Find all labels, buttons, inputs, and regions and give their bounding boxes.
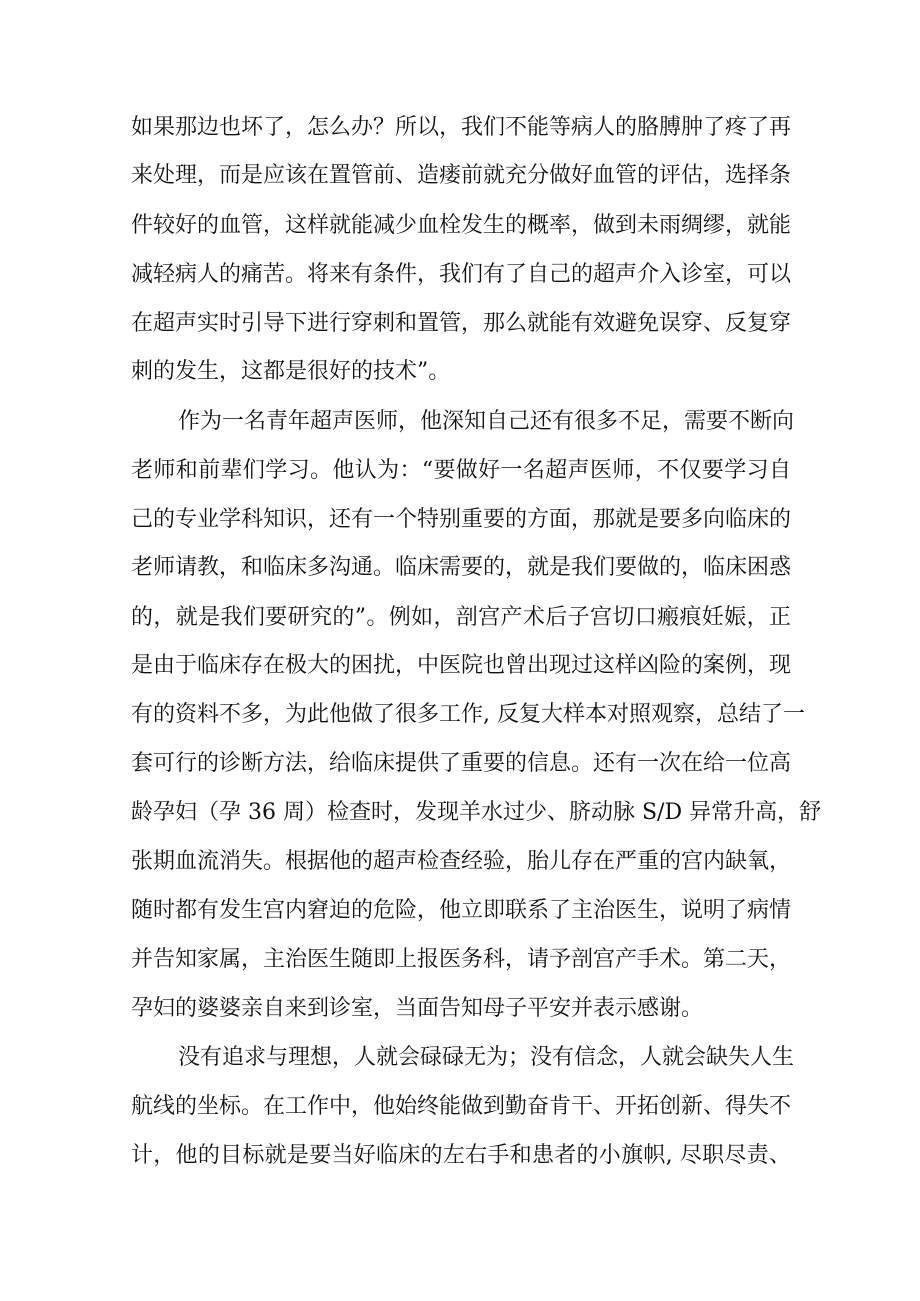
text-line: 减轻病人的痛苦。将来有条件，我们有了自己的超声介入诊室，可以 (131, 262, 792, 287)
paragraph-first-line: 作为一名青年超声医师，他深知自己还有很多不足，需要不断向 (178, 409, 795, 434)
text-line: 在超声实时引导下进行穿刺和置管，那么就能有效避免误穿、反复穿 (131, 311, 792, 336)
text-line: 老师请教，和临床多沟通。临床需要的，就是我们要做的，临床困惑 (131, 555, 792, 580)
text-line: 刺的发生，这都是很好的技术”。 (131, 359, 451, 384)
text-line: 件较好的血管，这样就能减少血栓发生的概率，做到未雨绸缪，就能 (131, 213, 792, 238)
text-line: 己的专业学科知识，还有一个特别重要的方面，那就是要多向临床的 (131, 507, 792, 532)
text-line: 航线的坐标。在工作中，他始终能做到勤奋肯干、开拓创新、得失不 (131, 1094, 792, 1119)
text-line: 有的资料不多，为此他做了很多工作, 反复大样本对照观察，总结了一 (131, 702, 805, 727)
text-line: 的，就是我们要研究的”。例如，剖宫产术后子宫切口瘢痕妊娠，正 (131, 605, 791, 630)
text-line: 套可行的诊断方法，给临床提供了重要的信息。还有一次在给一位高 (131, 751, 792, 776)
text-line: 老师和前辈们学习。他认为：“要做好一名超声医师，不仅要学习自 (131, 458, 791, 483)
text-line: 随时都有发生宫内窘迫的危险，他立即联系了主治医生，说明了病情 (131, 898, 792, 923)
text-line: 是由于临床存在极大的困扰，中医院也曾出现过这样凶险的案例，现 (131, 653, 792, 678)
text-line: 并告知家属，主治医生随即上报医务科，请予剖宫产手术。第二天， (131, 947, 792, 972)
text-line: 孕妇的婆婆亲自来到诊室，当面告知母子平安并表示感谢。 (131, 996, 704, 1021)
paragraph-first-line: 没有追求与理想，人就会碌碌无为；没有信念，人就会缺失人生 (178, 1045, 795, 1070)
text-line: 计，他的目标就是要当好临床的左右手和患者的小旗帜, 尽职尽责、 (131, 1143, 791, 1168)
text-line: 张期血流消失。根据他的超声检查经验，胎儿存在严重的宫内缺氧， (131, 849, 792, 874)
text-line: 龄孕妇（孕 36 周）检查时，发现羊水过少、脐动脉 S/D 异常升高，舒 (131, 800, 822, 825)
text-line: 来处理，而是应该在置管前、造瘘前就充分做好血管的评估，选择条 (131, 163, 792, 188)
text-line: 如果那边也坏了，怎么办？所以，我们不能等病人的胳膊肿了疼了再 (131, 115, 792, 140)
